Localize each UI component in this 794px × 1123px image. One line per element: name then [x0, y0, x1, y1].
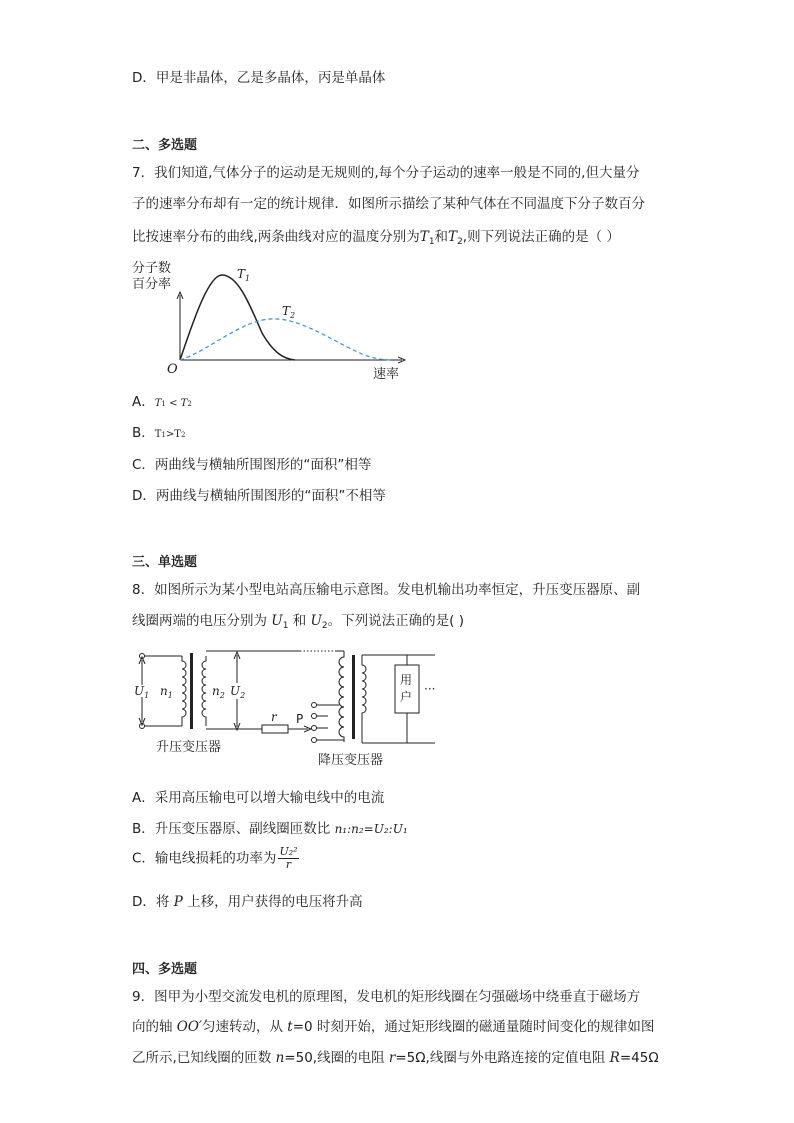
q8-step-down-secondary-coil — [362, 659, 366, 737]
q8-option-b[interactable]: B．升压变压器原、副线圈匝数比 n₁:n₂=U₂:U₁ — [132, 821, 408, 837]
q9-stem-line3: 乙所示,已知线圈的匝数 n=50,线圈的电阻 r=5Ω,线圈与外电路连接的定值电阻 R=45Ω — [132, 1050, 659, 1066]
q8-u2-label: $U_2$ — [230, 684, 246, 700]
q7-curve-t1-label: $T_1$ — [237, 267, 251, 283]
q8-n2-label: $n_2$ — [212, 684, 225, 700]
q8-primary-coil — [182, 656, 186, 726]
q8-u1-label: $U_1$ — [134, 684, 150, 700]
q8-option-d[interactable]: D．将 P 上移，用户获得的电压将升高 — [132, 894, 363, 910]
q8-power-transmission-diagram — [130, 645, 440, 770]
q8-step-down-primary-coil — [339, 651, 344, 742]
q8-step-down-label: 降压变压器 — [318, 753, 384, 768]
q8-option-a[interactable]: A．采用高压输电可以增大输电线中的电流 — [132, 790, 385, 806]
q8-secondary-coil — [202, 656, 206, 726]
q8-n1-label: $n_1$ — [160, 684, 173, 700]
q7-stem-line1: 7．我们知道,气体分子的运动是无规则的,每个分子运动的速率一般是不同的,但大量分 — [132, 165, 640, 181]
q7-x-axis-label: 速率 — [373, 367, 400, 382]
q8-user-label-2: 户 — [400, 690, 413, 704]
q8-resistor-r — [262, 725, 288, 733]
q7-option-a[interactable]: A．T1 < T2 — [132, 394, 192, 410]
q7-curve-t2 — [180, 319, 392, 360]
q7-option-d[interactable]: D．两曲线与横轴所围图形的“面积”不相等 — [132, 488, 386, 504]
q7-option-c[interactable]: C．两曲线与横轴所围图形的“面积”相等 — [132, 457, 372, 473]
q9-stem-line1: 9．图甲为小型交流发电机的原理图，发电机的矩形线圈在匀强磁场中绕垂直于磁场方 — [132, 989, 641, 1005]
q6-option-d: D．甲是非晶体，乙是多晶体，丙是单晶体 — [132, 70, 386, 86]
q8-stem-line1: 8．如图所示为某小型电站高压输电示意图。发电机输出功率恒定，升压变压器原、副 — [132, 582, 641, 598]
q7-curve-t2-label: $T_2$ — [282, 304, 296, 320]
section-title-multi-choice: 二、多选题 — [132, 138, 198, 153]
q7-y-axis-label-1: 分子数 — [132, 261, 172, 276]
q8-r-label: r — [271, 710, 277, 724]
q8-option-c[interactable]: C．输电线损耗的功率为 $\frac{\text{U₂²}}{r}$ — [132, 845, 298, 871]
q8-terminal-top — [140, 654, 145, 659]
q8-p-label: P — [296, 712, 304, 726]
q8-step-up-label: 升压变压器 — [156, 740, 222, 755]
q7-origin-label: O — [167, 362, 178, 377]
q8-step-down-core — [352, 655, 355, 739]
q7-stem-line2: 子的速率分布却有一定的统计规律．如图所示描绘了某种气体在不同温度下分子数百分 — [132, 196, 645, 212]
q7-stem-line3: 比按速率分布的曲线,两条曲线对应的温度分别为$T_1$和$T_2$,则下列说法正确的是（ ） — [132, 229, 620, 247]
section-title-single-choice: 三、单选题 — [132, 555, 198, 570]
q8-user-label-1: 用 — [400, 673, 413, 687]
q9-stem-line2: 向的轴 OO′匀速转动，从 t=0 时刻开始，通过矩形线圈的磁通量随时间变化的规律如图 — [132, 1019, 655, 1035]
q8-dots: ··· — [424, 682, 436, 696]
q8-terminal-bottom — [140, 724, 145, 729]
q7-curve-t1 — [180, 275, 295, 360]
section-title-multi-choice-2: 四、多选题 — [132, 962, 198, 977]
q8-stem-line2: 线圈两端的电压分别为 $U_1$ 和 $U_2$。下列说法正确的是( ) — [132, 613, 464, 631]
q8-power-fraction: $\frac{\text{U₂²}}{r}$ — [279, 845, 298, 871]
q7-y-axis-label-2: 百分率 — [132, 277, 172, 292]
q7-option-b[interactable]: B．T1>T2 — [132, 425, 186, 441]
q8-step-up-core — [190, 653, 193, 729]
q7-speed-distribution-figure — [130, 255, 420, 385]
